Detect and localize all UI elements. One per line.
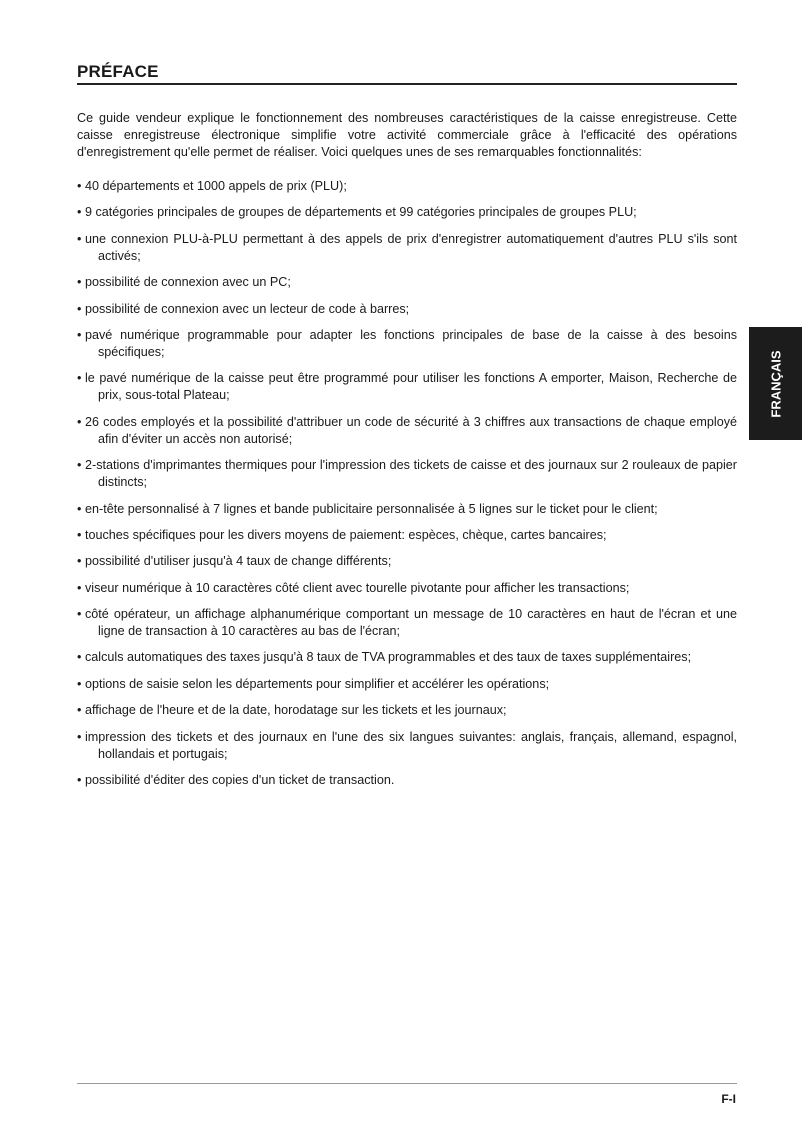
- list-item-text: affichage de l'heure et de la date, horodatage sur les tickets et les journaux;: [85, 703, 507, 718]
- bullet-icon: •: [77, 371, 82, 386]
- bullet-icon: •: [77, 301, 82, 316]
- list-item: [77, 370, 737, 404]
- list-item-text: touches spécifiques pour les divers moyens de paiement: espèces, chèque, cartes bancaires;: [85, 527, 607, 542]
- page-number: F-I: [721, 1092, 736, 1106]
- list-item-text: options de saisie selon les départements pour simplifier et accélérer les opérations;: [85, 676, 550, 691]
- list-item-text: possibilité d'utiliser jusqu'à 4 taux de change différents;: [85, 554, 392, 569]
- list-item-text: possibilité de connexion avec un lecteur de code à barres;: [85, 301, 410, 316]
- language-tab: [749, 327, 802, 440]
- bullet-icon: •: [77, 527, 82, 542]
- bullet-icon: •: [77, 729, 82, 744]
- list-item: [77, 676, 737, 693]
- bullet-icon: •: [77, 501, 82, 516]
- list-item-text: le pavé numérique de la caisse peut être programmé pour utiliser les fonctions A emporter, Maison, Recherche de prix, sous-total Plateau;: [85, 371, 737, 403]
- list-item: [77, 702, 737, 719]
- list-item-text: 2-stations d'imprimantes thermiques pour l'impression des tickets de caisse et des journaux sur 2 rouleaux de papier distincts;: [85, 458, 737, 490]
- list-item: [77, 649, 737, 666]
- footer-divider: [77, 1083, 737, 1084]
- bullet-icon: •: [77, 205, 82, 220]
- list-item: [77, 553, 737, 570]
- list-item: [77, 527, 737, 544]
- list-item: [77, 327, 737, 361]
- bullet-icon: •: [77, 414, 82, 429]
- list-item: [77, 501, 737, 518]
- bullet-icon: •: [77, 327, 82, 342]
- bullet-icon: •: [77, 650, 82, 665]
- list-item: [77, 414, 737, 448]
- list-item: [77, 772, 737, 789]
- list-item: [77, 178, 737, 195]
- list-item: [77, 274, 737, 291]
- bullet-icon: •: [77, 458, 82, 473]
- list-item: [77, 580, 737, 597]
- list-item-text: côté opérateur, un affichage alphanumérique comportant un message de 10 caractères en haut de l'écran et une ligne de transaction à 10 caractères au bas de l'écran;: [85, 607, 737, 639]
- bullet-icon: •: [77, 275, 82, 290]
- title-divider: [77, 83, 737, 85]
- language-tab-label: FRANÇAIS: [768, 349, 783, 418]
- bullet-icon: •: [77, 580, 82, 595]
- page-title: PRÉFACE: [77, 62, 159, 81]
- list-item-text: possibilité de connexion avec un PC;: [85, 275, 291, 290]
- list-item: [77, 204, 737, 221]
- list-item-text: pavé numérique programmable pour adapter les fonctions principales de base de la caisse à des besoins spécifiques;: [85, 327, 737, 359]
- list-item-text: 40 départements et 1000 appels de prix (PLU);: [85, 179, 347, 193]
- list-item: [77, 729, 737, 763]
- list-item-text: possibilité d'éditer des copies d'un ticket de transaction.: [85, 773, 395, 788]
- list-item-text: viseur numérique à 10 caractères côté client avec tourelle pivotante pour afficher les transactions;: [85, 580, 630, 595]
- bullet-icon: •: [77, 676, 82, 691]
- list-item-text: calculs automatiques des taxes jusqu'à 8 taux de TVA programmables et des taux de taxes supplémentaires;: [85, 650, 692, 665]
- feature-list: [77, 178, 737, 798]
- bullet-icon: •: [77, 231, 82, 246]
- list-item-text: impression des tickets et des journaux en l'une des six langues suivantes: anglais, français, allemand, espagnol, hollandais et portugais;: [85, 729, 737, 761]
- list-item-text: en-tête personnalisé à 7 lignes et bande publicitaire personnalisée à 5 lignes sur le ticket pour le client;: [85, 501, 658, 516]
- bullet-icon: •: [77, 179, 82, 193]
- bullet-icon: •: [77, 773, 82, 788]
- intro-paragraph: Ce guide vendeur explique le fonctionnement des nombreuses caractéristiques de la caisse enregistreuse. Cette caisse enregistreuse électronique simplifie votre activité commerciale grâce à l'efficacité des opérations d'enregistrement qu'elle permet de réaliser. Voici quelques unes de ses remarquables fonctionnalités:: [77, 111, 737, 159]
- list-item-text: 9 catégories principales de groupes de départements et 99 catégories principales de groupes PLU;: [85, 205, 637, 220]
- list-item: [77, 457, 737, 491]
- list-item: [77, 231, 737, 265]
- bullet-icon: •: [77, 703, 82, 718]
- list-item-text: 26 codes employés et la possibilité d'attribuer un code de sécurité à 3 chiffres aux transactions de chaque employé afin d'éviter un accès non autorisé;: [85, 414, 737, 446]
- list-item: [77, 606, 737, 640]
- list-item: [77, 301, 737, 318]
- bullet-icon: •: [77, 607, 82, 622]
- bullet-icon: •: [77, 554, 82, 569]
- list-item-text: une connexion PLU-à-PLU permettant à des appels de prix d'enregistrer automatiquement d'autres PLU s'ils sont activés;: [85, 231, 737, 263]
